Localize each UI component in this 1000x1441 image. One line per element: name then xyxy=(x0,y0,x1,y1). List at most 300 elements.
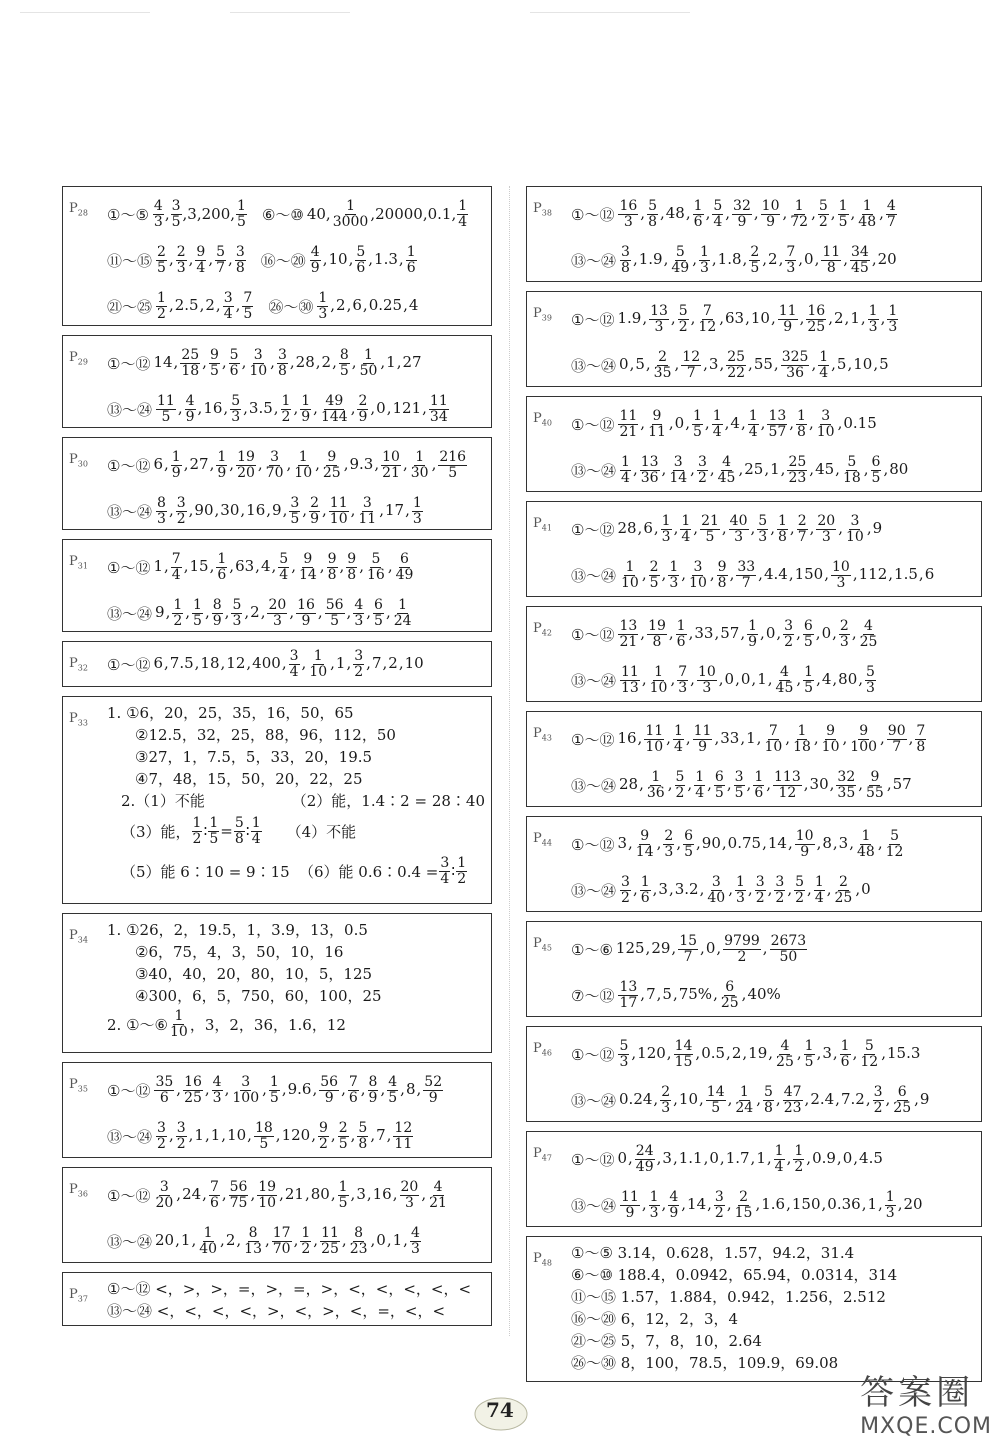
answer-line: ③27，1，7.5，5，33，20，19.5 xyxy=(135,747,373,766)
fraction: $\frac{1}{6}$ xyxy=(640,873,650,906)
answer-row xyxy=(571,867,975,913)
fraction: $\frac{9}{8}$ xyxy=(327,550,337,583)
page-ref-label: $P_{29}$ xyxy=(69,350,88,367)
answer-row xyxy=(107,488,485,534)
fraction: $\frac{3}{2}$ xyxy=(176,494,186,527)
answer-value: 0 xyxy=(709,1149,719,1167)
answer-value: 55 xyxy=(753,355,773,373)
fraction: $\frac{32}{9}$ xyxy=(733,197,751,230)
fraction: $\frac{5}{6}$ xyxy=(229,346,239,379)
range-marker: ①～⑫ xyxy=(107,354,151,373)
fraction: $\frac{11}{8}$ xyxy=(822,243,841,276)
fraction: $\frac{3}{10}$ xyxy=(816,407,835,440)
answer-line: ②12.5，32，25，88，96，112，50 xyxy=(135,725,396,744)
range-marker: ⑬～㉔ xyxy=(571,1196,617,1215)
answer-value: 10 xyxy=(227,1126,247,1144)
answer-row xyxy=(571,506,975,552)
separator: , xyxy=(360,1080,366,1098)
separator: , xyxy=(782,204,788,222)
separator: , xyxy=(807,880,812,898)
answer-sequence xyxy=(619,875,871,905)
separator: , xyxy=(785,729,791,747)
separator: , xyxy=(745,309,750,327)
answer-value: 9 xyxy=(155,603,165,621)
separator: , xyxy=(275,1126,281,1144)
separator: , xyxy=(858,670,864,688)
fraction: $\frac{4}{5}$ xyxy=(388,1073,398,1106)
separator: , xyxy=(690,309,696,327)
fraction: $\frac{10}{3}$ xyxy=(697,663,716,696)
separator: , xyxy=(431,455,437,473)
fraction: $\frac{3}{11}$ xyxy=(358,494,377,527)
separator: , xyxy=(632,880,638,898)
answer-sequence xyxy=(153,348,421,378)
answer-value: 3 xyxy=(658,880,668,898)
separator: , xyxy=(330,1185,336,1203)
answer-value: 1 xyxy=(153,557,163,575)
fraction: $\frac{5}{4}$ xyxy=(713,197,723,230)
fraction: $\frac{3}{5}$ xyxy=(734,768,744,801)
separator: , xyxy=(405,501,410,519)
answer-value: 4 xyxy=(821,670,832,688)
answer-value: 80 xyxy=(838,670,858,688)
separator: , xyxy=(756,729,762,747)
fraction: $\frac{9}{14}$ xyxy=(298,550,317,583)
separator: , xyxy=(918,565,924,583)
fraction: $\frac{1}{72}$ xyxy=(790,197,809,230)
page-ref-label: $P_{39}$ xyxy=(533,306,552,323)
separator: , xyxy=(173,353,179,371)
answer-value: 3 xyxy=(822,1044,832,1062)
separator: , xyxy=(400,1080,405,1098)
separator: , xyxy=(724,414,730,432)
fraction: $\frac{4}{3}$ xyxy=(410,1224,420,1257)
separator: , xyxy=(204,1080,210,1098)
answer-line: （5）能 6∶10 = 9∶15 （6）能 0.6∶0.4 = $\frac{3}{4}$ ∶ $\frac{1}{2}$ xyxy=(121,854,467,887)
separator: , xyxy=(751,670,757,688)
answer-value: 1 xyxy=(867,1195,878,1213)
separator: , xyxy=(674,355,680,373)
separator: , xyxy=(291,557,296,575)
fraction: $\frac{1}{5}$ xyxy=(338,1178,348,1211)
fraction: $\frac{33}{7}$ xyxy=(737,558,756,591)
answer-sequence xyxy=(617,1144,882,1174)
answer-value: 8 xyxy=(405,1080,416,1098)
separator: , xyxy=(719,309,725,327)
separator: , xyxy=(855,880,861,898)
fraction: $\frac{1}{9}$ xyxy=(748,617,758,650)
answer-sequence xyxy=(155,291,254,321)
fraction: $\frac{12}{7}$ xyxy=(682,348,701,381)
fraction: $\frac{19}{8}$ xyxy=(648,617,666,650)
answer-sequence xyxy=(617,1039,920,1069)
fraction: $\frac{2}{3}$ xyxy=(664,827,674,860)
separator: , xyxy=(293,1231,299,1249)
separator: , xyxy=(385,603,391,621)
separator: , xyxy=(847,355,853,373)
fraction: $\frac{3}{10}$ xyxy=(249,346,268,379)
separator: , xyxy=(640,985,646,1003)
answer-line: 2.（1）不能 （2）能，1.4∶2 = 28∶40 xyxy=(121,791,485,810)
separator: , xyxy=(762,939,768,957)
separator: , xyxy=(652,880,658,898)
range-marker: ①～⑫ xyxy=(571,205,615,224)
answer-line: ④300，6，5，750，60，100，25 xyxy=(135,986,382,1005)
answer-row xyxy=(107,340,485,386)
separator: , xyxy=(257,455,263,473)
answer-sequence xyxy=(153,649,423,679)
separator: , xyxy=(850,204,856,222)
range-marker: ①～⑫ xyxy=(571,1150,615,1169)
fraction: $\frac{6}{25}$ xyxy=(720,978,739,1011)
answer-sequence xyxy=(619,665,877,695)
separator: , xyxy=(832,834,838,852)
separator: , xyxy=(350,1126,356,1144)
separator: , xyxy=(168,1126,174,1144)
fraction: $\frac{1}{5}$ xyxy=(237,197,246,230)
answer-value: 1 xyxy=(180,1231,191,1249)
separator: , xyxy=(197,399,203,417)
fraction: $\frac{1}{6}$ xyxy=(693,197,703,230)
separator: , xyxy=(330,654,335,672)
answer-value: 29 xyxy=(651,939,671,957)
range-marker: ①～⑫ xyxy=(571,1045,615,1064)
fraction: $\frac{13}{17}$ xyxy=(619,978,638,1011)
fraction: $\frac{2}{5}$ xyxy=(750,243,760,276)
fraction: $\frac{9}{10}$ xyxy=(821,722,840,755)
separator: , xyxy=(780,460,786,478)
separator: , xyxy=(273,399,279,417)
fraction: $\frac{1}{50}$ xyxy=(359,346,378,379)
fraction: $\frac{1}{4}$ xyxy=(819,348,829,381)
separator: , xyxy=(672,1149,678,1167)
separator: , xyxy=(832,624,837,642)
fraction: $\frac{18}{5}$ xyxy=(254,1119,273,1152)
answer-value: 1.9 xyxy=(617,309,642,327)
fraction: $\frac{4}{21}$ xyxy=(429,1178,447,1211)
separator: , xyxy=(224,603,230,621)
answer-sequence xyxy=(155,496,424,526)
separator: , xyxy=(687,775,693,793)
separator: , xyxy=(832,670,838,688)
separator: , xyxy=(742,1044,748,1062)
answer-line: ㉖～㉚ 8，100，78.5，109.9，69.08 xyxy=(571,1353,839,1372)
answer-value: 1.1 xyxy=(678,1149,703,1167)
answer-box-p46 xyxy=(526,1026,982,1122)
separator: , xyxy=(787,880,793,898)
answer-value: 2 xyxy=(225,1231,236,1249)
fraction: $\frac{1}{5}$ xyxy=(804,663,814,696)
fraction: $\frac{2}{15}$ xyxy=(734,1188,753,1221)
separator: , xyxy=(246,654,252,672)
fraction: $\frac{10}{3}$ xyxy=(832,558,850,591)
answer-value: 1 xyxy=(770,460,780,478)
answer-value: 0.9 xyxy=(812,1149,836,1167)
answer-value: 10 xyxy=(404,654,424,672)
separator: , xyxy=(852,565,858,583)
answer-value: 1 xyxy=(335,654,346,672)
separator: , xyxy=(255,557,260,575)
answer-value: 8 xyxy=(822,834,832,852)
separator: , xyxy=(718,670,724,688)
fraction: $\frac{1}{3000}$ xyxy=(332,197,369,230)
answer-value: 0.25 xyxy=(368,296,403,314)
separator: , xyxy=(164,654,169,672)
answer-box-p33 xyxy=(62,696,492,904)
answer-value: 21 xyxy=(284,1185,304,1203)
separator: , xyxy=(322,501,327,519)
answer-sequence xyxy=(619,1190,923,1220)
answer-value: 5 xyxy=(879,355,889,373)
fraction: $\frac{6}{49}$ xyxy=(395,550,414,583)
separator: , xyxy=(641,1195,647,1213)
separator: , xyxy=(776,624,782,642)
separator: , xyxy=(844,309,850,327)
fraction: $\frac{6}{5}$ xyxy=(871,453,881,486)
separator: , xyxy=(742,250,748,268)
answer-sequence xyxy=(316,291,418,321)
fraction: $\frac{11}{9}$ xyxy=(693,722,712,755)
separator: , xyxy=(332,353,337,371)
fraction: $\frac{4}{45}$ xyxy=(717,453,736,486)
answer-line: ⑯～⑳ 6，12，2，3，4 xyxy=(571,1309,739,1328)
range-marker: ⑬～㉔ xyxy=(107,502,153,521)
separator: , xyxy=(214,501,220,519)
fraction: $\frac{1}{5}$ xyxy=(693,407,702,440)
fraction: $\frac{4}{25}$ xyxy=(859,617,878,650)
separator: , xyxy=(281,1080,287,1098)
answer-sequence xyxy=(617,829,905,859)
fraction: $\frac{56}{5}$ xyxy=(325,596,344,629)
answer-value: 9.3 xyxy=(349,455,374,473)
answer-value: 1.8 xyxy=(717,250,742,268)
fraction: $\frac{2}{25}$ xyxy=(834,873,853,906)
answer-value: 6 xyxy=(153,455,163,473)
answer-value: 2 xyxy=(833,309,844,327)
separator: , xyxy=(229,455,235,473)
answer-value: 16 xyxy=(372,1185,392,1203)
separator: , xyxy=(244,603,250,621)
answer-value: 9.6 xyxy=(287,1080,312,1098)
fraction: $\frac{1}{18}$ xyxy=(793,722,811,755)
range-marker: ⑬～㉔ xyxy=(571,881,617,900)
separator: , xyxy=(671,939,677,957)
separator: , xyxy=(726,1044,731,1062)
answer-value: 1 xyxy=(757,670,767,688)
separator: , xyxy=(628,834,633,852)
separator: , xyxy=(688,624,694,642)
fraction: $\frac{1}{3}$ xyxy=(412,494,422,527)
answer-value: 63 xyxy=(235,557,255,575)
separator: , xyxy=(830,204,836,222)
separator: , xyxy=(302,501,308,519)
fraction: $\frac{8}{9}$ xyxy=(212,596,222,629)
answer-box-p30 xyxy=(62,437,492,530)
answer-value: 2 xyxy=(205,296,215,314)
page-ref-label: $P_{28}$ xyxy=(69,201,88,218)
fraction: $\frac{1}{3}$ xyxy=(885,1188,895,1221)
answer-row xyxy=(571,447,975,493)
fraction: $\frac{3}{4}$ xyxy=(440,854,450,887)
range-marker: ①～⑫ xyxy=(571,835,615,854)
fraction: $\frac{3}{8}$ xyxy=(277,346,287,379)
separator: , xyxy=(209,557,215,575)
fraction: $\frac{2}{9}$ xyxy=(358,392,368,425)
fraction: $\frac{1}{4}$ xyxy=(695,768,705,801)
page-ref-label: $P_{35}$ xyxy=(69,1077,88,1094)
separator: , xyxy=(403,296,408,314)
separator: , xyxy=(914,1090,919,1108)
separator: , xyxy=(653,1090,659,1108)
fraction: $\frac{6}{5}$ xyxy=(803,617,813,650)
separator: , xyxy=(264,1231,270,1249)
fraction: $\frac{8}{23}$ xyxy=(349,1224,368,1257)
answer-value: 10 xyxy=(853,355,873,373)
separator: , xyxy=(209,455,215,473)
fraction: $\frac{5}{18}$ xyxy=(842,453,861,486)
answer-value: 9 xyxy=(272,501,282,519)
separator: , xyxy=(422,399,427,417)
fraction: $\frac{3}{14}$ xyxy=(669,453,688,486)
fraction: $\frac{1}{5}$ xyxy=(804,1037,814,1070)
fraction: $\frac{7}{6}$ xyxy=(209,1178,219,1211)
separator: , xyxy=(883,460,889,478)
fraction: $\frac{1}{8}$ xyxy=(797,407,806,440)
fraction: $\frac{3}{2}$ xyxy=(775,873,785,906)
answer-value: 14 xyxy=(767,834,787,852)
separator: , xyxy=(865,1090,871,1108)
fraction: $\frac{3}{40}$ xyxy=(707,873,726,906)
answer-sequence xyxy=(155,1121,414,1151)
separator: , xyxy=(707,1195,712,1213)
separator: , xyxy=(387,557,393,575)
separator: , xyxy=(312,1080,318,1098)
separator: , xyxy=(888,565,894,583)
separator: , xyxy=(656,834,662,852)
separator: , xyxy=(832,1044,838,1062)
answer-value: 7 xyxy=(371,654,382,672)
answer-sequence xyxy=(155,245,247,275)
answer-value: 0 xyxy=(861,880,871,898)
range-marker: ⑦～⑫ xyxy=(571,986,615,1005)
answer-row xyxy=(107,646,485,682)
separator: , xyxy=(286,455,292,473)
answer-row xyxy=(107,1113,485,1159)
separator: , xyxy=(370,1231,376,1249)
separator: , xyxy=(177,399,183,417)
page-ref-label: $P_{30}$ xyxy=(69,452,88,469)
separator: , xyxy=(350,501,356,519)
fraction: $\frac{1}{2}$ xyxy=(157,289,166,322)
answer-sequence xyxy=(155,1226,422,1256)
answer-value: 57 xyxy=(892,775,912,793)
fraction: $\frac{9}{25}$ xyxy=(322,448,341,481)
fraction: $\frac{6}{25}$ xyxy=(893,1083,912,1116)
separator: , xyxy=(908,729,914,747)
separator: , xyxy=(221,353,227,371)
fraction: $\frac{4}{3}$ xyxy=(153,197,163,230)
separator: , xyxy=(696,834,701,852)
answer-value: 120 xyxy=(637,1044,666,1062)
separator: , xyxy=(685,204,691,222)
fraction: $\frac{5}{3}$ xyxy=(758,512,768,545)
fraction: $\frac{1}{4}$ xyxy=(673,722,683,755)
separator: , xyxy=(740,729,746,747)
separator: , xyxy=(699,880,705,898)
separator: , xyxy=(747,880,753,898)
answer-value: 33 xyxy=(720,729,740,747)
answer-value: 18 xyxy=(200,654,220,672)
separator: , xyxy=(386,399,392,417)
answer-row xyxy=(571,657,975,703)
separator: , xyxy=(194,654,200,672)
separator: , xyxy=(767,880,773,898)
separator: , xyxy=(330,296,336,314)
separator: , xyxy=(836,1149,842,1167)
separator: , xyxy=(221,1185,227,1203)
scan-edge-line xyxy=(230,12,350,13)
separator: , xyxy=(762,250,768,268)
range-marker: ⑬～㉔ xyxy=(571,776,617,795)
answer-sequence xyxy=(617,980,780,1010)
answer-sequence xyxy=(153,1180,449,1210)
page-ref-label: $P_{47}$ xyxy=(533,1146,552,1163)
fraction: $\frac{52}{9}$ xyxy=(424,1073,443,1106)
separator: , xyxy=(279,1185,284,1203)
fraction: $\frac{1}{6}$ xyxy=(840,1037,850,1070)
separator: , xyxy=(168,501,174,519)
answer-sequence xyxy=(617,619,879,649)
fraction: $\frac{4}{9}$ xyxy=(310,243,320,276)
separator: , xyxy=(386,1126,392,1144)
fraction: $\frac{3}{8}$ xyxy=(235,243,245,276)
fraction: $\frac{5}{12}$ xyxy=(885,827,904,860)
fraction: $\frac{4}{9}$ xyxy=(185,392,195,425)
separator: , xyxy=(386,1231,392,1249)
fraction: $\frac{13}{57}$ xyxy=(768,407,787,440)
separator: , xyxy=(632,460,638,478)
answer-value: 4 xyxy=(260,557,271,575)
answer-row xyxy=(107,1067,485,1113)
answer-box-p44 xyxy=(526,816,982,912)
separator: , xyxy=(640,204,646,222)
fraction: $\frac{9}{8}$ xyxy=(717,558,727,591)
fraction: $\frac{32}{35}$ xyxy=(837,768,856,801)
fraction: $\frac{3}{2}$ xyxy=(157,1119,166,1152)
answer-value: 0 xyxy=(705,939,716,957)
answer-line: ㉑～㉕ 5，7，8，10，2.64 xyxy=(571,1331,762,1350)
separator: , xyxy=(714,729,720,747)
separator: , xyxy=(392,1185,398,1203)
fraction: $\frac{10}{9}$ xyxy=(761,197,780,230)
separator: , xyxy=(350,399,356,417)
separator: , xyxy=(873,355,879,373)
fraction: $\frac{5}{16}$ xyxy=(366,550,385,583)
fraction: $\frac{1}{6}$ xyxy=(676,617,686,650)
separator: , xyxy=(204,603,210,621)
separator: , xyxy=(766,775,772,793)
separator: , xyxy=(637,729,643,747)
fraction: $\frac{5}{2}$ xyxy=(818,197,828,230)
answer-value: 2.4 xyxy=(810,1090,835,1108)
separator: , xyxy=(301,654,307,672)
separator: , xyxy=(313,1231,319,1249)
answer-value: 0.15 xyxy=(843,414,877,432)
answer-value: 80 xyxy=(310,1185,330,1203)
range-marker: ⑬～㉔ xyxy=(571,566,617,585)
separator: , xyxy=(366,654,371,672)
answer-value: 0 xyxy=(804,250,814,268)
